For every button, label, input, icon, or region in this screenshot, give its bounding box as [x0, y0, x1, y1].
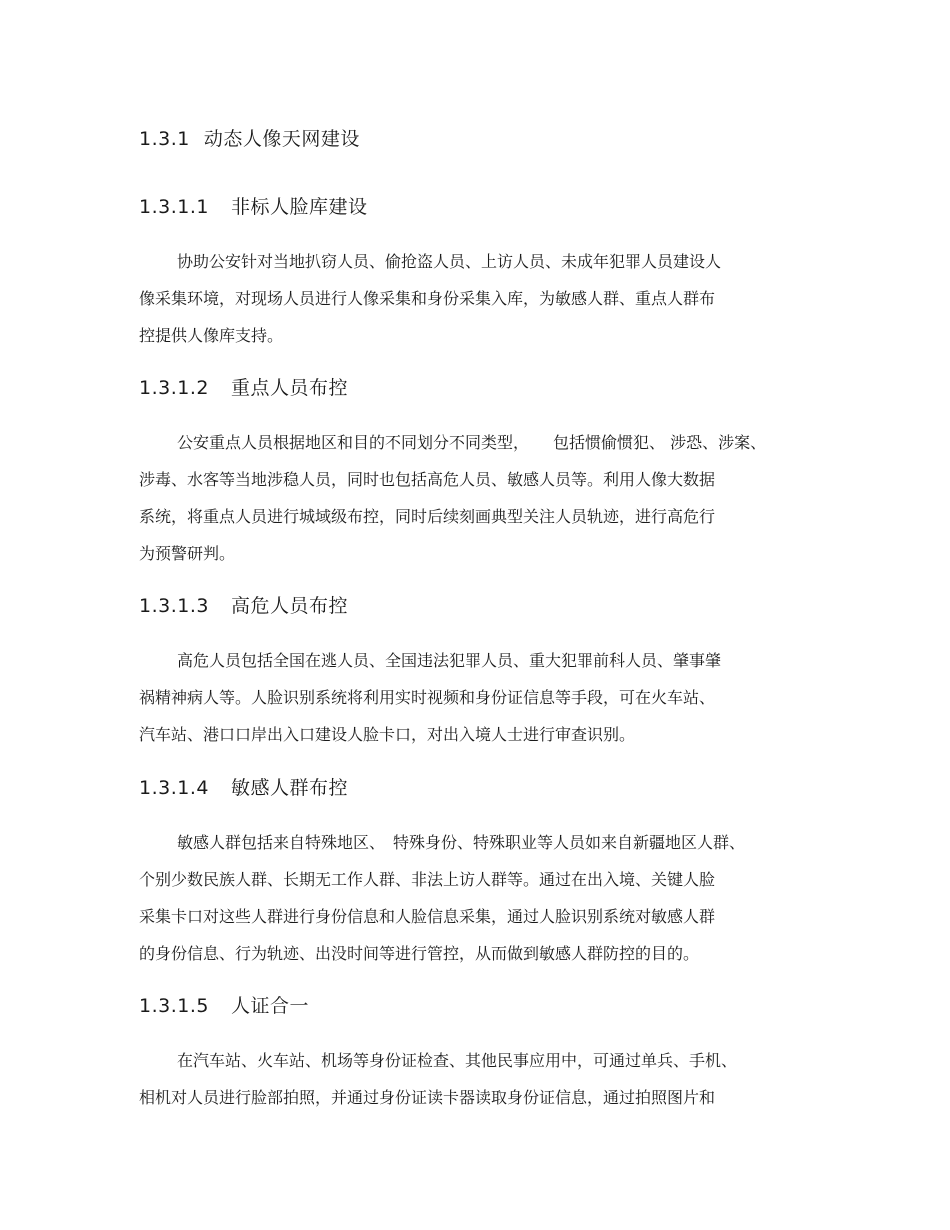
- paragraph-line: 控提供人像库支持。: [139, 326, 284, 345]
- section-heading-1-3-1-1: [139, 195, 368, 219]
- section-heading-1-3-1-4: [139, 776, 348, 800]
- paragraph-1-3-1-4: [139, 824, 839, 972]
- paragraph-1-3-1-5: [139, 1042, 839, 1116]
- paragraph-1-3-1-3: [139, 642, 839, 753]
- paragraph-line: 采集卡口对这些人群进行身份信息和人脸信息采集，通过人脸识别系统对敏感人群: [139, 907, 716, 926]
- paragraph-line: 祸精神病人等。人脸识别系统将利用实时视频和身份证信息等手段，可在火车站、: [139, 688, 716, 707]
- paragraph-line: 系统，将重点人员进行城域级布控，同时后续刻画典型关注人员轨迹，进行高危行: [139, 507, 716, 526]
- paragraph-line: 汽车站、港口口岸出入口建设人脸卡口，对出入境人士进行审查识别。: [139, 725, 636, 744]
- paragraph-line: 个别少数民族人群、长期无工作人群、非法上访人群等。通过在出入境、关键人脸: [139, 870, 716, 889]
- paragraph-line: 相机对人员进行脸部拍照，并通过身份证读卡器读取身份证信息，通过拍照图片和: [139, 1088, 716, 1107]
- section-number: 1.3.1: [139, 128, 190, 150]
- section-title: 高危人员布控: [230, 595, 348, 617]
- paragraph-1-3-1-2: [139, 424, 839, 572]
- paragraph-line: 像采集环境，对现场人员进行人像采集和身份采集入库，为敏感人群、重点人群布: [139, 289, 716, 308]
- paragraph-line: 公安重点人员根据地区和目的不同划分不同类型， 包括惯偷惯犯、 涉恐、涉案、: [177, 433, 767, 452]
- section-title: 动态人像天网建设: [203, 128, 360, 150]
- section-title: 人证合一: [230, 995, 309, 1017]
- section-number: 1.3.1.3: [139, 595, 209, 617]
- section-heading-1-3-1: [139, 127, 360, 151]
- section-number: 1.3.1.5: [139, 995, 209, 1017]
- paragraph-line: 的身份信息、行为轨迹、出没时间等进行管控，从而做到敏感人群防控的目的。: [139, 944, 700, 963]
- section-number: 1.3.1.1: [139, 196, 209, 218]
- section-number: 1.3.1.4: [139, 777, 209, 799]
- paragraph-line: 涉毒、水客等当地涉稳人员，同时也包括高危人员、敏感人员等。利用人像大数据: [139, 470, 716, 489]
- section-heading-1-3-1-3: [139, 594, 348, 618]
- section-heading-1-3-1-2: [139, 376, 348, 400]
- paragraph-line: 在汽车站、火车站、机场等身份证检查、其他民事应用中，可通过单兵、手机、: [177, 1051, 738, 1070]
- paragraph-line: 高危人员包括全国在逃人员、全国违法犯罪人员、重大犯罪前科人员、肇事肇: [177, 651, 722, 670]
- section-title: 非标人脸库建设: [230, 196, 368, 218]
- section-heading-1-3-1-5: [139, 994, 309, 1018]
- paragraph-1-3-1-1: [139, 243, 839, 354]
- paragraph-line: 敏感人群包括来自特殊地区、 特殊身份、特殊职业等人员如来自新疆地区人群、: [177, 833, 746, 852]
- paragraph-line: 协助公安针对当地扒窃人员、偷抢盗人员、上访人员、未成年犯罪人员建设人: [177, 252, 722, 271]
- section-number: 1.3.1.2: [139, 377, 209, 399]
- section-title: 敏感人群布控: [230, 777, 348, 799]
- paragraph-line: 为预警研判。: [139, 544, 236, 563]
- section-title: 重点人员布控: [230, 377, 348, 399]
